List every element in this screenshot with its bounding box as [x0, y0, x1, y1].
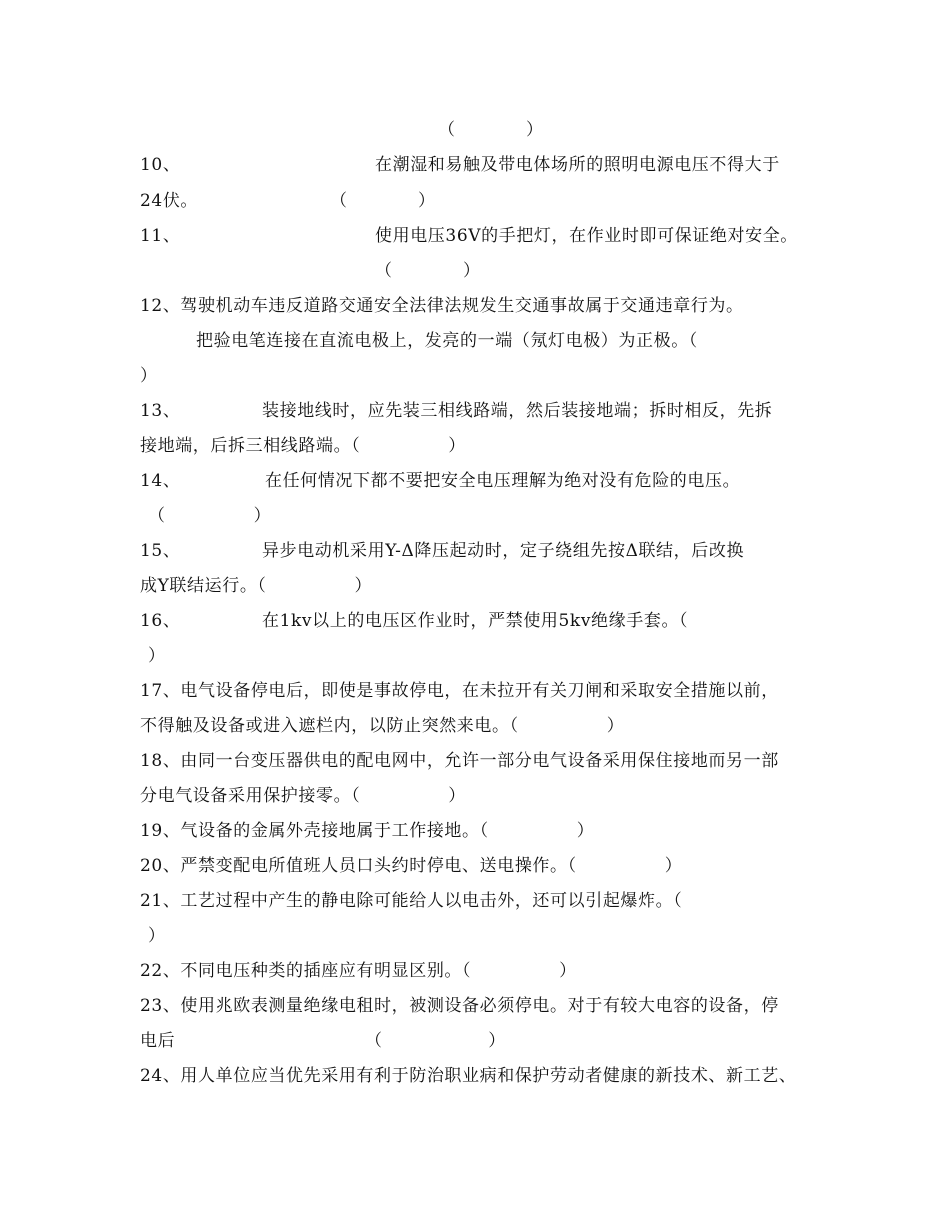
answer-bracket: ） [148, 646, 166, 666]
question-number: 15、 [140, 541, 181, 561]
question-text: 17、电气设备停电后，即使是事故停电，在未拉开有关刀闸和采取安全措施以前， [140, 681, 779, 701]
question-text: 不得触及设备或进入遮栏内，以防止突然来电。（ ） [140, 716, 625, 736]
question-text: 异步电动机采用Y-Δ降压起动时，定子绕组先按Δ联结，后改换 [262, 541, 745, 561]
answer-bracket: （ ） [375, 261, 481, 281]
question-text: 24、用人单位应当优先采用有利于防治职业病和保护劳动者健康的新技术、新工艺、 [140, 1066, 797, 1086]
question-text: 分电气设备采用保护接零。（ ） [140, 786, 466, 806]
question-text: 19、气设备的金属外壳接地属于工作接地。（ ） [140, 821, 595, 841]
question-text: 使用电压36V的手把灯，在作业时即可保证绝对安全。 [375, 226, 798, 246]
question-number: 13、 [140, 401, 181, 421]
answer-bracket: （ ） [330, 191, 436, 211]
answer-bracket: ） [148, 926, 166, 946]
question-text: 电后 [140, 1031, 176, 1051]
answer-bracket: （ ） [148, 506, 272, 526]
question-text: 把验电笔连接在直流电极上，发亮的一端（氖灯电极）为正极。（ [196, 331, 698, 351]
answer-bracket: ） [140, 366, 158, 386]
question-text: 在1kv以上的电压区作业时，严禁使用5kv绝缘手套。（ [262, 611, 689, 631]
question-text: 在任何情况下都不要把安全电压理解为绝对没有危险的电压。 [265, 471, 741, 491]
question-text: 18、由同一台变压器供电的配电网中，允许一部分电气设备采用保住接地而另一部 [140, 751, 779, 771]
question-number: 11、 [140, 226, 181, 246]
question-number: 16、 [140, 611, 181, 631]
question-text: 装接地线时，应先装三相线路端，然后装接地端；拆时相反，先拆 [262, 401, 773, 421]
question-text: 21、工艺过程中产生的静电除可能给人以电击外，还可以引起爆炸。（ [140, 891, 683, 911]
question-number: 14、 [140, 471, 181, 491]
answer-bracket: （ ） [365, 1031, 506, 1051]
question-number: 10、 [140, 155, 181, 175]
question-text: 成Y联结运行。（ ） [140, 576, 373, 596]
question-text: 在潮湿和易触及带电体场所的照明电源电压不得大于 [375, 155, 780, 175]
question-text: 23、使用兆欧表测量绝缘电租时，被测设备必须停电。对于有较大电容的设备，停 [140, 996, 779, 1016]
text-line: （ ） [438, 120, 544, 140]
question-text: 22、不同电压种类的插座应有明显区别。（ ） [140, 961, 577, 981]
question-text: 20、严禁变配电所值班人员口头约时停电、送电操作。（ ） [140, 856, 683, 876]
question-text: 24伏。 [140, 191, 199, 211]
question-text: 12、驾驶机动车违反道路交通安全法律法规发生交通事故属于交通违章行为。 [140, 296, 744, 316]
question-text: 接地端，后拆三相线路端。（ ） [140, 436, 466, 456]
